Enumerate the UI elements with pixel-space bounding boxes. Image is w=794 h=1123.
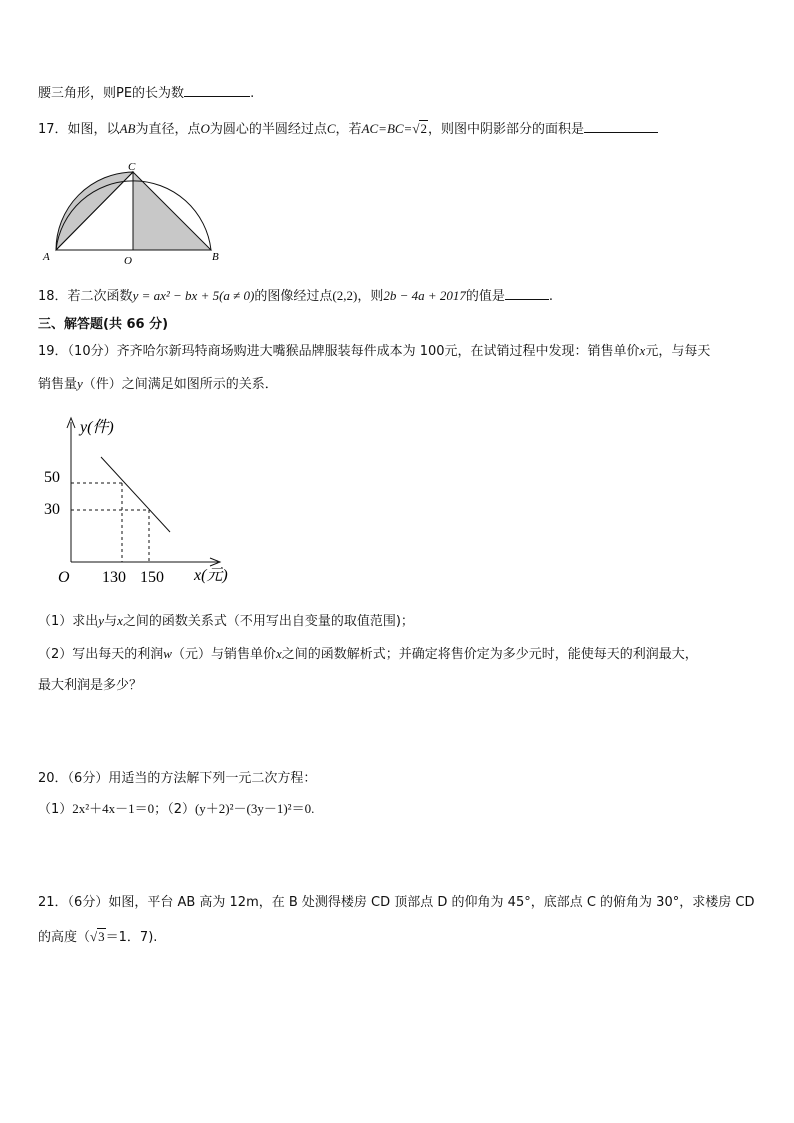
q17-text-2: 为直径，点 [135,122,201,137]
q20-line-1: 20．（6分）用适当的方法解下列一元二次方程： [38,771,317,786]
q17-o: O [200,121,210,136]
q19-sub1-text-2: 与 [104,614,118,629]
q18-text-3: ，则 [357,289,384,304]
q21-text-2: ＝1．7). [105,930,158,945]
q19-sub2-text-3: 之间的函数解析式；并确定将售价定为多少元时，能使每天的利润最大， [281,647,698,662]
q18-answer-blank[interactable] [505,285,549,300]
q18-number: 18． [38,289,68,304]
q16-tail-end: . [250,86,255,101]
q19-text-2: 元，与每天 [645,344,711,359]
q21-text-1: 的高度（ [38,930,91,945]
q17-number: 17． [38,122,68,137]
q19-x-tick-130: 130 [102,569,126,586]
q17-shaded-triangle-right [133,172,211,250]
q19-text-4: （件）之间满足如图所示的关系． [82,377,278,392]
q19-text-1: 19．（10分）齐齐哈尔新玛特商场购进大嘴猴品牌服装每件成本为 100元，在试销过程中发现：销售单价 [38,344,640,359]
q17-text-5: ，则图中阴影部分的面积是 [427,122,584,137]
q17-label-b: B [212,251,219,263]
q19-x-tick-150: 150 [140,569,164,586]
q19-sub1-y: y [98,613,105,628]
q19-line-1 [38,342,710,361]
q18-function: y = ax² − bx + 5(a ≠ 0) [132,288,255,303]
q17-ab: AB [119,121,136,136]
q19-sub1-text-1: （1）求出 [38,614,99,629]
q20-eq2: (y＋2)²－(3y－1)²＝0. [194,801,315,816]
q17-semicircle-figure [40,160,230,270]
q19-y-tick-50: 50 [44,469,60,486]
q18-end: . [548,289,554,304]
q21-line-2 [38,928,157,947]
q17-c: C [326,121,336,136]
q19-y-axis-label: y(件) [80,419,114,436]
q17-text-1: 如图，以 [67,122,120,137]
q18-line [38,285,553,306]
q17-sqrt-arg: 2 [420,121,427,136]
q17-condition: AC=BC= [361,121,413,136]
q19-sub2-text-1: （2）写出每天的利润 [38,647,164,662]
q19-origin-label: O [58,569,70,586]
q19-function-line [101,457,170,532]
q20-eq2-label: （2） [167,802,195,817]
q19-text-3: 销售量 [38,377,78,392]
q21-sqrt: √3 [90,929,105,944]
q18-text-2: 的图像经过点 [254,289,333,304]
q19-sub-2 [38,645,698,664]
q19-sub-2-line-2: 最大利润是多少？ [38,678,143,693]
q16-tail-text: 腰三角形，则PE的长为数 [38,86,185,101]
q19-x-var: x [639,343,646,358]
q17-text-3: 为圆心的半圆经过点 [209,122,327,137]
q18-text-1: 若二次函数 [67,289,133,304]
q19-graph [40,410,250,590]
q20-eq1: 2x²＋4x－1＝0； [72,801,168,816]
q19-sub1-text-3: 之间的函数关系式（不用写出自变量的取值范围)； [122,614,414,629]
q16-answer-blank[interactable] [184,82,250,97]
q17-label-c: C [128,161,136,173]
q19-line-2 [38,375,278,394]
q17-sqrt: √2 [412,121,427,136]
q17-line [38,118,658,139]
q18-expression: 2b − 4a + 2017 [383,288,466,303]
q17-text-4: ，若 [335,122,362,137]
q17-label-a: A [43,251,50,263]
q17-label-o: O [124,255,132,267]
q19-x-axis-label: x(元) [194,567,228,584]
q21-sqrt-arg: 3 [98,929,105,944]
q16-tail-line [38,82,254,103]
q20-line-2 [38,800,314,819]
section-3-title: 三、解答题(共 66 分) [38,317,169,332]
q19-sub-1 [38,612,414,631]
q20-eq1-label: （1） [38,802,73,817]
q17-answer-blank[interactable] [584,118,658,133]
q19-y-var: y [77,376,83,391]
q19-sub1-x: x [117,613,123,628]
q18-point: (2,2) [332,288,358,303]
q19-sub2-text-2: （元）与销售单价 [171,647,276,662]
q19-sub2-x: x [275,646,282,661]
q18-text-4: 的值是 [465,289,505,304]
q19-sub2-w: w [163,646,172,661]
q21-line-1: 21．（6分）如图，平台 AB 高为 12m，在 B 处测得楼房 CD 顶部点 D 的仰角为 45°，底部点 C 的俯角为 30°，求楼房 CD [38,895,755,910]
q19-y-tick-30: 30 [44,501,60,518]
